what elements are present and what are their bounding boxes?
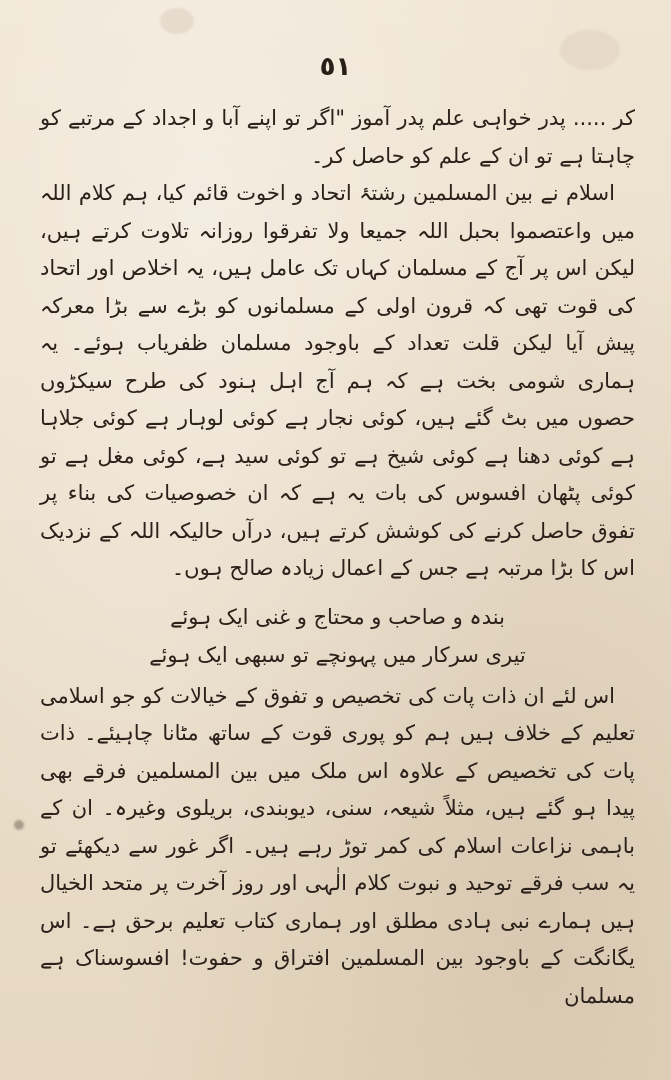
verse-line-1: بندہ و صاحب و محتاج و غنی ایک ہوئے [170,604,505,629]
verse [40,598,635,674]
paper-stain [160,8,194,34]
paragraph-1: کر ..... پدر خواہی علم پدر آموز "اگر تو اپنے آبا و اجداد کے مرتبے کو چاہتا ہے تو ان کے علم کو حاصل کر۔ [40,106,635,168]
page-text [40,100,635,1015]
page-number: ٥١ [319,52,352,82]
paragraph-2: اسلام نے بین المسلمین رشتۂ اتحاد و اخوت قائم کیا، ہم کلام اللہ میں واعتصموا بحبل اللہ جمیعا ولا تفرقوا روزانہ تلاوت کرتے ہیں، لیکن اس پر آج کے مسلمان کہاں تک عامل ہیں، یہ اخلاص اور اتحاد کی قوت تھی کہ قرون اولی کے مسلمانوں کو بڑے سے بڑا معرکہ پیش آیا لیکن قلت تعداد کے باوجود مسلمان ظفریاب ہوئے۔ یہ ہماری شومی بخت ہے کہ ہم آج اہل ہنود کی طرح سیکڑوں حصوں میں بٹ گئے ہیں، کوئی نجار ہے کوئی لوہار ہے کوئی جلاہا ہے کوئی دھنا ہے کوئی شیخ ہے تو کوئی سید ہے، کوئی مغل ہے تو کوئی پٹھان افسوس کی بات یہ ہے کہ ان خصوصیات کی بناء پر تفوق حاصل کرنے کی کوشش کرتے ہیں، درآں حالیکہ اللہ کے نزدیک اس کا بڑا مرتبہ ہے جس کے اعمال زیادہ صالح ہوں۔ [40,181,635,580]
verse-line-2: تیری سرکار میں پہونچے تو سبھی ایک ہوئے [149,642,526,667]
ink-dot [14,820,24,830]
paragraph-3: اس لئے ان ذات پات کی تخصیص و تفوق کے خیالات کو جو اسلامی تعلیم کے خلاف ہیں ہم کو پوری قوت کے ساتھ مٹانا چاہیئے۔ ذات پات کی تخصیص کے علاوہ اس ملک میں بین المسلمین فرقے بھی پیدا ہو گئے ہیں، مثلاً شیعہ، سنی، دیوبندی، بریلوی وغیرہ۔ ان کے باہمی نزاعات اسلام کی کمر توڑ رہے ہیں۔ اگر غور سے دیکھئے تو یہ سب فرقے توحید و نبوت کلام الٰہی اور روز آخرت پر متحد الخیال ہیں ہمارے نبی ہادی مطلق اور ہماری کتاب تعلیم برحق ہے۔ اس یگانگت کے باوجود بین المسلمین افتراق و حفوت! افسوسناک ہے مسلمان [40,683,635,1008]
